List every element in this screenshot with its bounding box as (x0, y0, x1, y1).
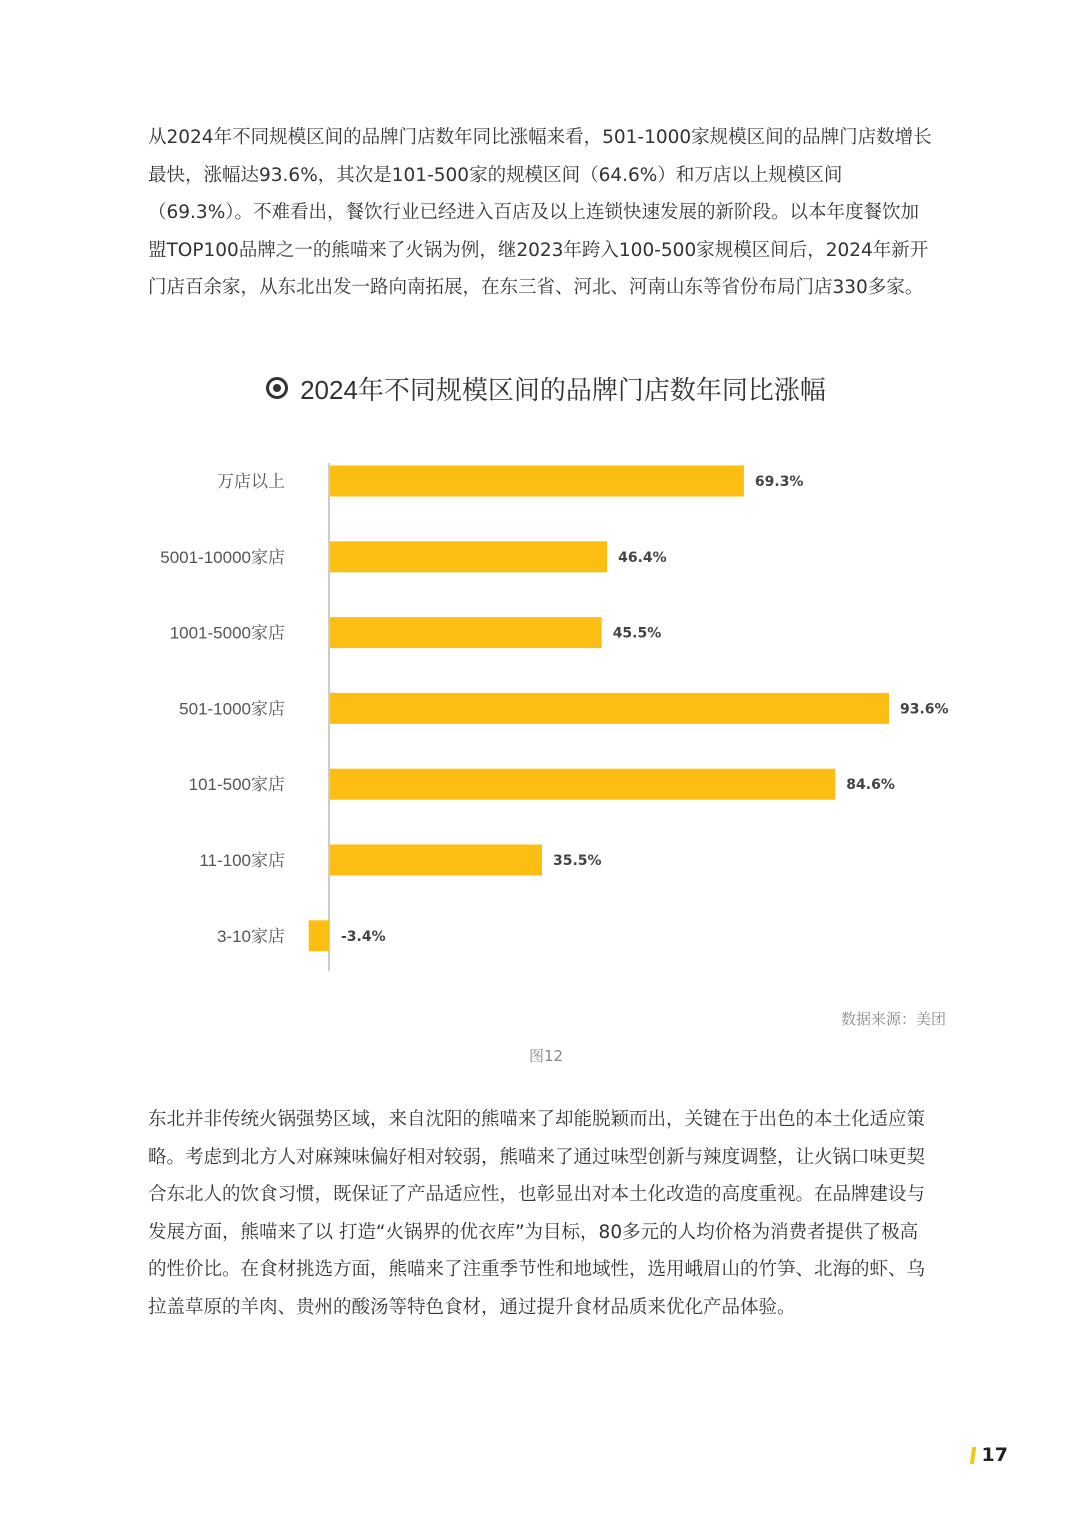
bar (330, 769, 835, 800)
category-label: 1001-5000家店 (169, 623, 285, 643)
value-label: -3.4% (341, 928, 386, 945)
paragraph-line: 略。考虑到北方人对麻辣味偏好相对较弱，熊喵来了通过味型创新与辣度调整，让火锅口味更契 (148, 1146, 926, 1168)
bar (330, 845, 542, 876)
bar (330, 541, 607, 572)
paragraph-line: 最快，涨幅达93.6%，其次是101-500家的规模区间（64.6%）和万店以上规模区间 (148, 164, 843, 186)
category-label: 3-10家店 (216, 926, 285, 946)
value-label: 45.5% (612, 625, 662, 642)
target-icon (266, 377, 288, 399)
category-label: 101-500家店 (188, 775, 285, 795)
value-label: 35.5% (553, 853, 602, 869)
paragraph-line: 东北并非传统火锅强势区域，来自沈阳的熊喵来了却能脱颖而出，关键在于出色的本土化适应策 (148, 1109, 926, 1130)
chart-title (0, 368, 1092, 408)
value-label: 93.6% (900, 701, 949, 718)
paragraph-line: 门店百余家，从东北出发一路向南拓展，在东三省、河北、河南山东等省份布局门店330多家。 (148, 277, 924, 299)
value-label: 69.3% (754, 474, 804, 490)
page-number-text: 17 (981, 1444, 1008, 1466)
page-number (971, 1444, 1008, 1466)
value-label: 46.4% (618, 549, 667, 566)
paragraph-line: 的性价比。在食材挑选方面，熊喵来了注重季节性和地域性，选用峨眉山的竹笋、北海的虾、乌 (148, 1259, 926, 1281)
paragraph-line: 从2024年不同规模区间的品牌门店数年同比涨幅来看，501-1000家规模区间的品牌门店数增长 (148, 127, 932, 148)
bar (330, 693, 889, 724)
data-source: 数据来源：美团 (840, 1010, 946, 1028)
category-label: 11-100家店 (199, 851, 285, 870)
chart-title-text: 2024年不同规模区间的品牌门店数年同比涨幅 (300, 374, 826, 405)
category-label: 501-1000家店 (179, 699, 285, 719)
paragraph-line: 盟TOP100品牌之一的熊喵来了火锅为例，继2023年跨入100-500家规模区间后，2024年新开 (148, 239, 929, 261)
category-label: 5001-10000家店 (160, 547, 285, 567)
body-paragraph (148, 1101, 948, 1327)
category-label: 万店以上 (217, 472, 285, 491)
paragraph-line: 发展方面，熊喵来了以 打造“火锅界的优衣库”为目标，80多元的人均价格为消费者提供了极高 (148, 1221, 919, 1243)
figure-caption: 图12 (528, 1047, 564, 1065)
bar (330, 466, 744, 497)
value-label: 84.6% (846, 777, 895, 794)
paragraph-line: （69.3%）。不难看出，餐饮行业已经进入百店及以上连锁快速发展的新阶段。以本年度餐饮加 (148, 202, 920, 224)
bar (330, 617, 602, 648)
bar (309, 920, 329, 951)
paragraph-line: 合东北人的饮食习惯，既保证了产品适应性，也彰显出对本土化改造的高度重视。在品牌建设与 (148, 1184, 926, 1206)
page-marker (969, 1447, 975, 1464)
intro-paragraph (148, 119, 948, 307)
paragraph-line: 拉盖草原的羊肉、贵州的酸汤等特色食材，通过提升食材品质来优化产品体验。 (148, 1296, 796, 1318)
